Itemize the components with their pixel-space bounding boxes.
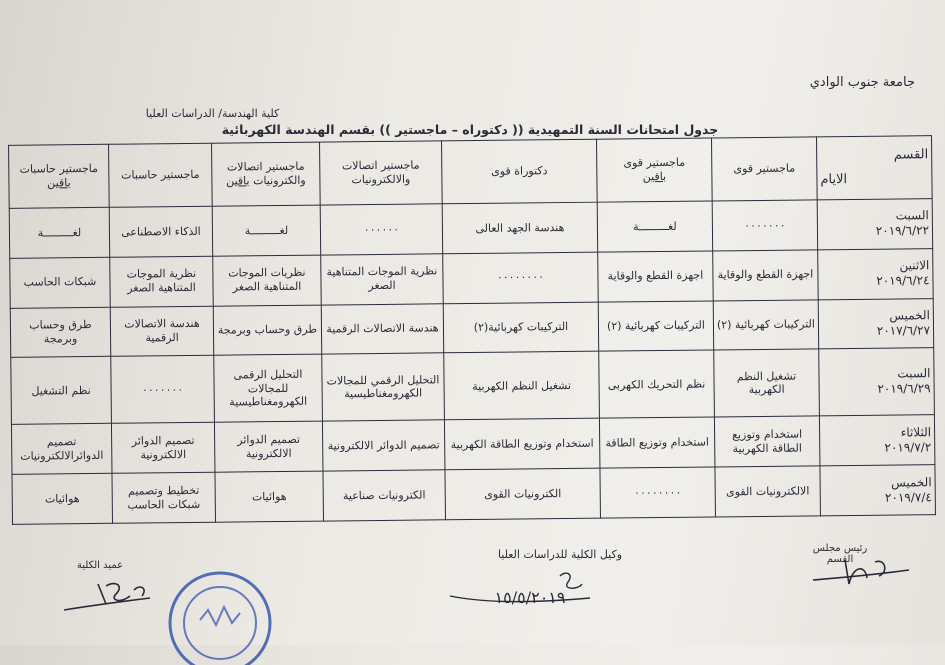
dept-head-signature <box>805 556 915 592</box>
exam-cell: نظم التحريك الكهربى <box>599 350 715 418</box>
exam-cell: ٠٠٠٠٠٠٠٠ <box>600 467 716 518</box>
exam-cell: تصميم الدوائر الالكترونية <box>322 420 445 471</box>
exam-cell: تصميم الدوائر الالكترونية <box>111 422 215 473</box>
exam-cell: طرق وحساب وبرمجة <box>10 307 111 358</box>
exam-cell: استخدام وتوزيع الطاقة الكهربية <box>714 416 820 467</box>
day-name: السبت <box>897 366 931 381</box>
exam-cell: نظريات الموجات المتناهية الصغر <box>213 255 322 306</box>
exam-cell: الذكاء الاصطناعى <box>109 206 213 257</box>
exam-cell: نظم التشغيل <box>11 357 112 425</box>
day-name: الثلاثاء <box>900 424 932 440</box>
dept-label: القسم <box>893 146 929 163</box>
day-cell <box>819 348 935 416</box>
exam-schedule-table <box>8 135 936 525</box>
exam-cell: التحليل الرقمي للمجالات الكهرومغناطيسية <box>322 353 445 421</box>
column-title: ماجستير قوى <box>733 161 796 176</box>
day-date: ٢٠١٩/٦/٢٤ <box>876 273 930 288</box>
column-title: ماجستير حاسبات <box>121 167 200 182</box>
exam-cell: هوائيات <box>215 471 324 522</box>
exam-cell: نظرية الموجات المتناهية الصغر <box>110 256 214 307</box>
exam-cell: هندسة الجهد العالى <box>442 202 598 253</box>
exam-cell: لغـــــــــة <box>212 205 321 256</box>
exam-cell: الالكترونيات القوى <box>715 466 821 517</box>
exam-cell: ٠٠٠٠٠٠٠ <box>712 200 818 251</box>
day-date: ٢٠١٩/٧/٢ <box>884 439 932 455</box>
exam-cell: اجهزة القطع والوقاية <box>598 251 714 302</box>
day-date: ٢٠١٩/٦/٢٢ <box>875 223 930 239</box>
column-title: ماجستير حاسبات <box>19 162 99 176</box>
exam-cell: اجهزة القطع والوقاية <box>713 250 819 301</box>
day-name: السبت <box>895 208 929 223</box>
exam-cell: تصميم الدوائرالالكترونيات <box>11 424 112 475</box>
column-title: دكتوراة قوى <box>491 164 548 178</box>
university-name: جامعة جنوب الوادي <box>809 75 915 90</box>
dean-label: عميد الكلية <box>76 560 124 571</box>
day-cell <box>817 199 933 250</box>
exam-cell: تصميم الدوائر الالكترونية <box>214 421 323 472</box>
exam-cell: لغـــــــــة <box>597 201 713 252</box>
exam-cell: طرق وحساب وبرمجة <box>213 305 322 356</box>
day-date: ٢٠١٩/٦/٢٩ <box>877 381 931 397</box>
column-title: ماجستير اتصالات والالكترونيات <box>341 158 420 187</box>
exam-cell: تشغيل النظم الكهربية <box>444 352 600 420</box>
day-name: الخميس <box>889 308 930 323</box>
exam-cell: الكترونيات صناعية <box>323 470 446 521</box>
exam-cell: ٠٠٠٠٠٠٠ <box>111 356 215 424</box>
day-date: ٢٠١٩/٧/٤ <box>884 489 932 505</box>
exam-cell: هندسة الاتصالات الرقمية <box>110 306 214 357</box>
exam-cell: شبكات الحاسب <box>10 257 111 308</box>
column-header <box>109 143 213 207</box>
exam-cell: ٠٠٠٠٠٠٠٠ <box>443 252 599 303</box>
exam-cell: التركيبات كهربائية (٢) <box>598 301 714 352</box>
day-cell <box>818 248 934 299</box>
vice-dean-date: ١٥/٥/٢٠١٩ <box>494 588 566 607</box>
column-subtitle: باقين <box>226 174 250 188</box>
column-subtitle: باقين <box>642 169 667 184</box>
column-header <box>320 141 443 205</box>
day-cell <box>820 465 936 516</box>
day-name: الخميس <box>890 474 932 490</box>
exam-cell: تخطيط وتصميم شبكات الحاسب <box>112 472 216 523</box>
title-line: جدول امتحانات السنة التمهيدية (( دكتوراه – ماجستير )) بقسم الهندسة الكهربائية <box>221 122 719 137</box>
table-row <box>12 465 935 525</box>
column-header <box>9 144 110 208</box>
column-subtitle: باقين <box>47 176 71 190</box>
day-cell <box>819 415 935 466</box>
exam-cell: التركيبات كهربائية(٢) <box>443 302 599 353</box>
exam-cell: التركيبات كهربائية (٢) <box>713 300 819 351</box>
exam-cell: لغـــــــــة <box>9 207 110 258</box>
column-header <box>442 139 598 204</box>
column-title: ماجستير اتصالات والكترونيات <box>226 159 306 188</box>
dept-head-label: رئيس مجلس القسم <box>812 543 868 565</box>
table-header-row <box>9 136 933 209</box>
exam-cell: استخدام وتوزيع الطاقة الكهربية <box>444 418 600 469</box>
vice-dean-label: وكيل الكلية للدراسات العليا <box>497 548 623 561</box>
exam-cell: هوائيات <box>12 473 113 524</box>
corner-cell <box>816 136 932 200</box>
document-title <box>190 122 750 137</box>
exam-cell: هندسة الاتصالات الرقمية <box>321 303 444 354</box>
column-header <box>597 138 713 202</box>
faculty-name: كلية الهندسة/ الدراسات العليا <box>145 107 280 120</box>
days-label: الايام <box>820 172 848 188</box>
column-header <box>212 142 321 206</box>
exam-cell: ٠٠٠٠٠٠ <box>320 204 443 255</box>
exam-cell: التحليل الرقمى للمجالات الكهرومغناطيسية <box>214 355 323 423</box>
day-name: الاثنين <box>899 258 930 273</box>
faculty-seal <box>160 565 280 665</box>
column-header <box>712 137 818 201</box>
exam-cell: الكترونيات القوى <box>445 468 601 519</box>
exam-cell: استخدام وتوزيع الطاقة <box>599 417 715 468</box>
day-date: ٢٠١٧/٦/٢٧ <box>876 323 931 338</box>
column-title: ماجستير قوى <box>623 156 686 170</box>
exam-cell: نظرية الموجات المتناهية الصغر <box>321 254 444 305</box>
exam-cell: تشغيل النظم الكهربية <box>714 349 820 417</box>
dean-signature <box>58 576 158 616</box>
table-row <box>11 348 935 424</box>
day-cell <box>818 298 934 349</box>
